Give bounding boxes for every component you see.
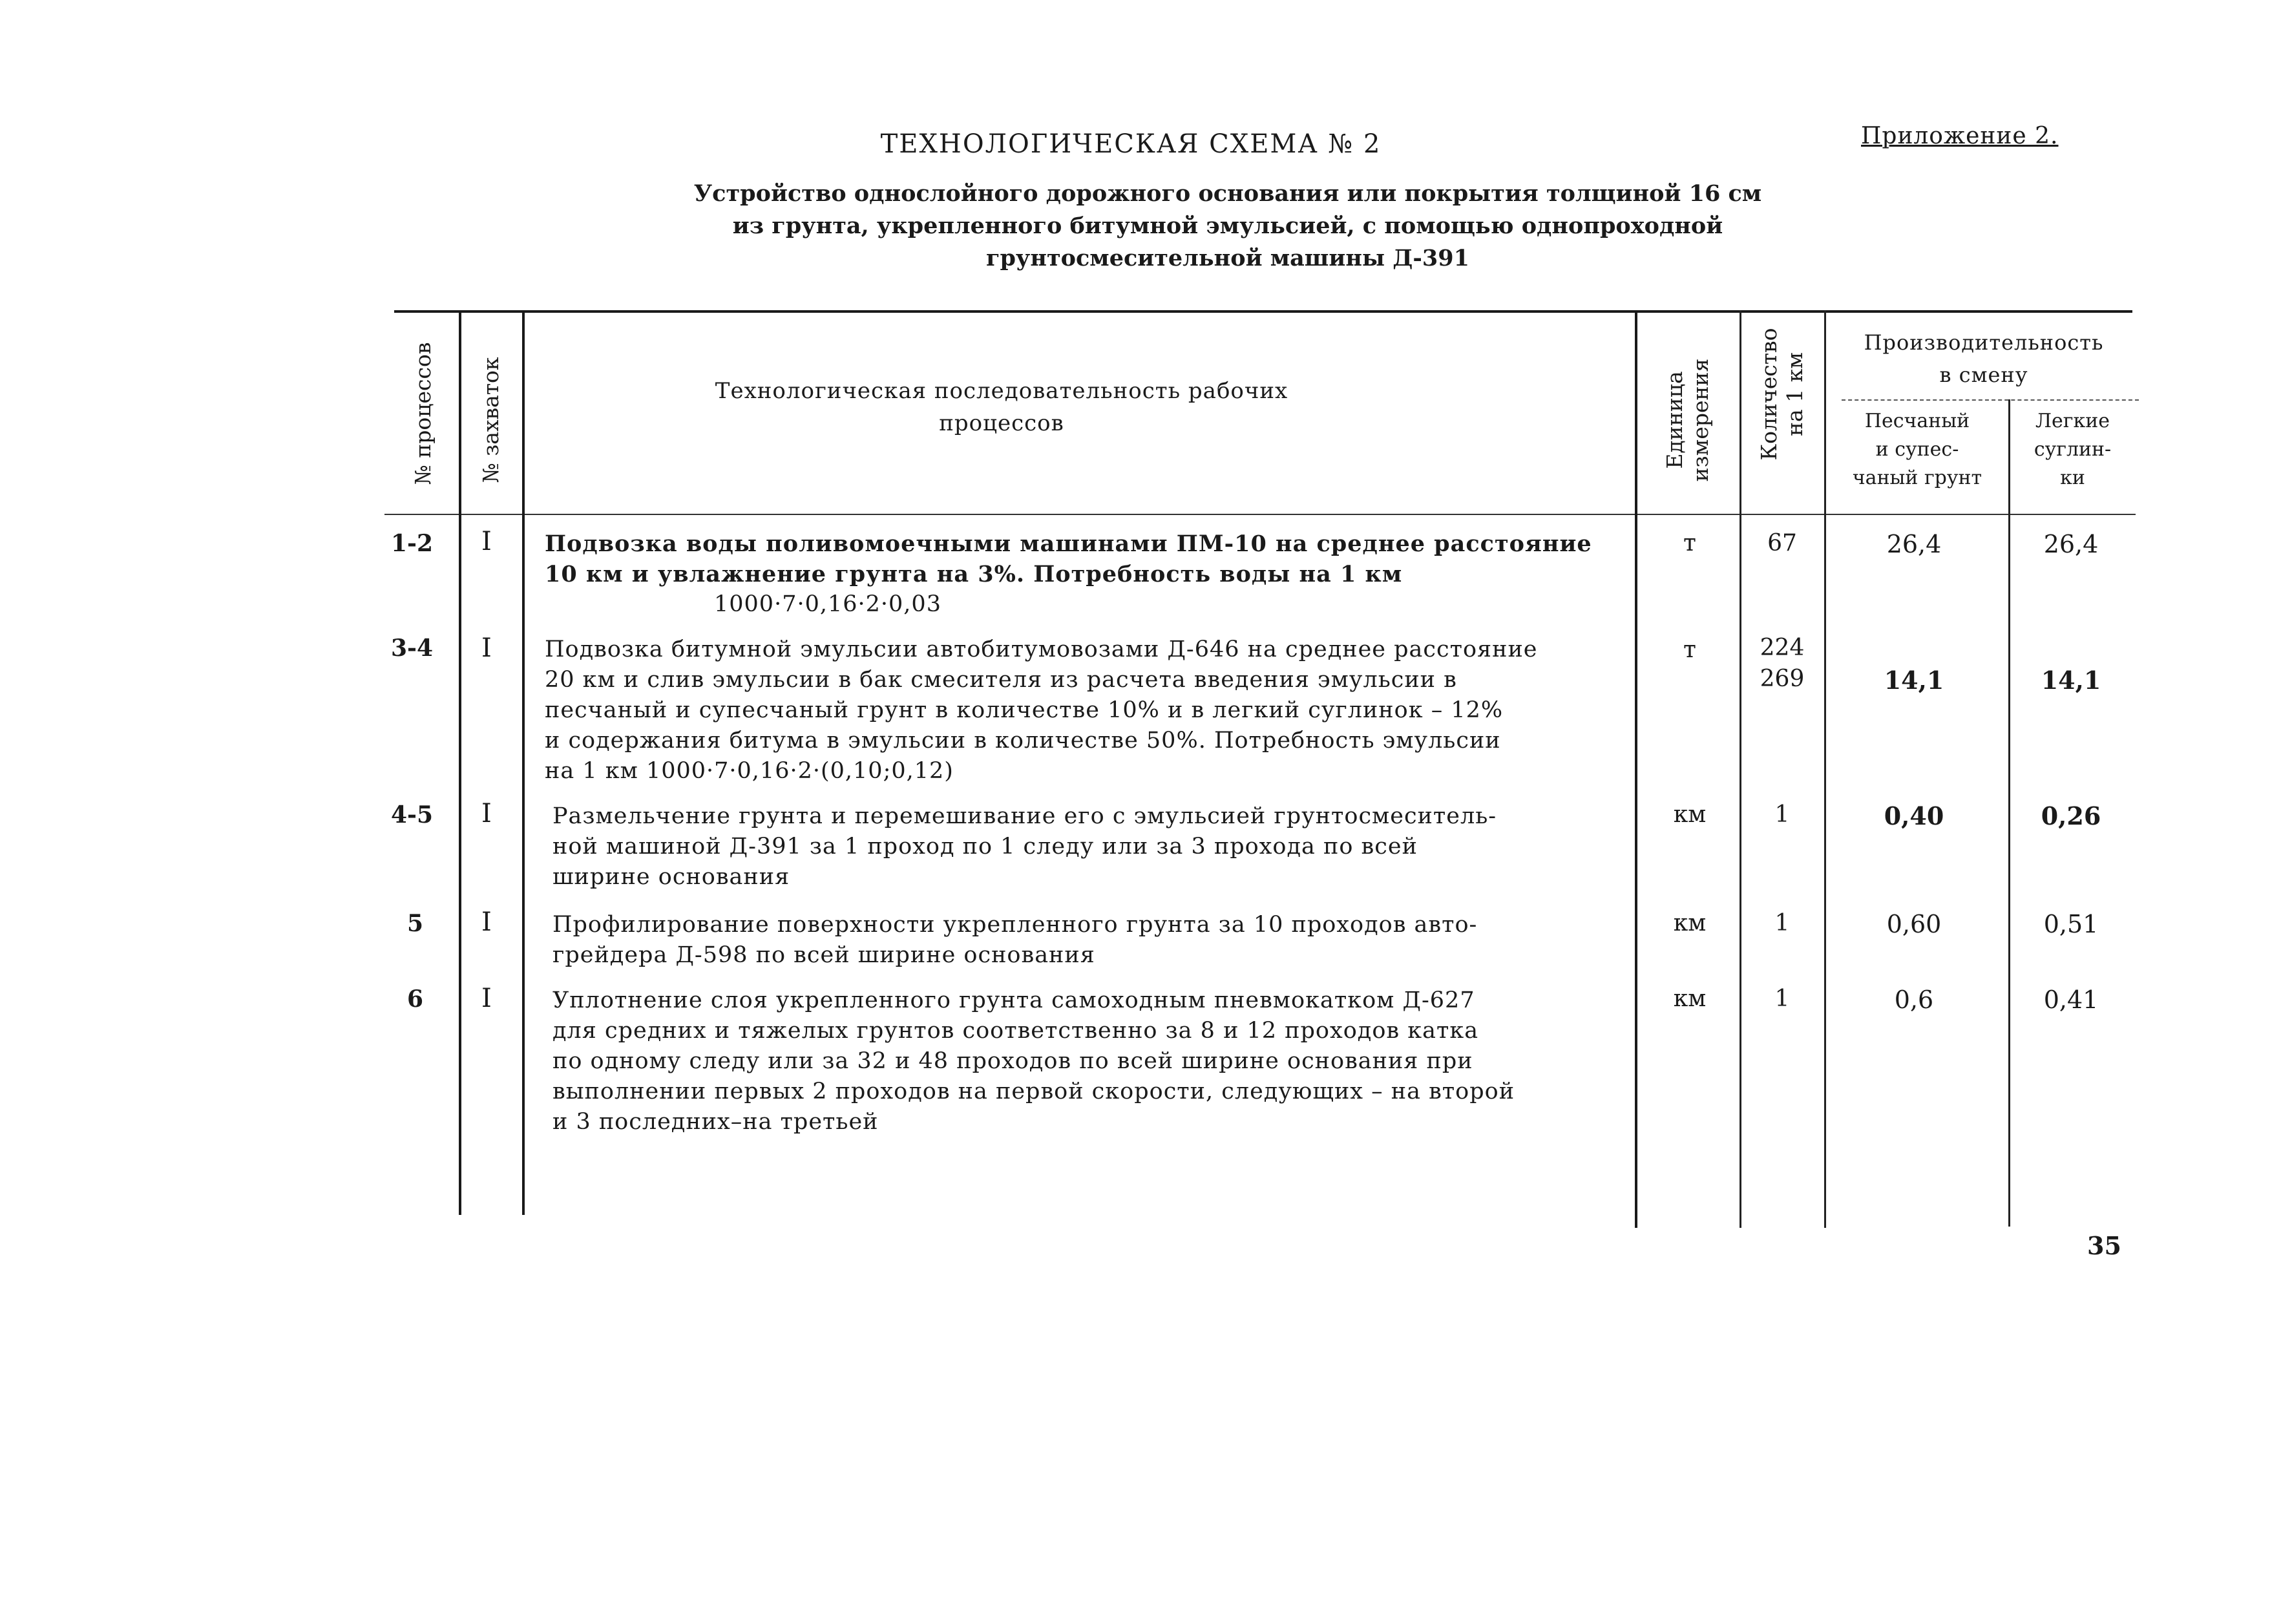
column-divider [522, 310, 525, 1215]
column-divider [459, 310, 461, 1215]
header-unit-line: Единица [1662, 371, 1687, 469]
column-divider [2008, 399, 2010, 1227]
header-productivity-line: в смену [1939, 363, 2028, 387]
unit-value: км [1673, 910, 1707, 936]
quantity-value: 224 [1760, 635, 1805, 661]
column-divider [1635, 310, 1637, 1228]
unit-value: т [1683, 637, 1696, 663]
description-line: на 1 км 1000·7·0,16·2·(0,10;0,12) [545, 758, 954, 784]
header-quantity [1756, 328, 1808, 461]
description-line: песчаный и супесчаный грунт в количестве 10% и в легкий суглинок – 12% [545, 697, 1504, 723]
sandy-productivity: 0,6 [1894, 986, 1934, 1014]
sandy-productivity: 0,40 [1884, 801, 1944, 830]
sandy-productivity: 26,4 [1886, 530, 1942, 558]
header-sandy-line: Песчаный [1864, 410, 1970, 432]
loam-productivity: 26,4 [2043, 530, 2099, 558]
description-line: 1000·7·0,16·2·0,03 [714, 591, 941, 617]
header-sandy-line: чаный грунт [1852, 467, 1982, 489]
header-loam-line: ки [2060, 467, 2085, 489]
unit-value: км [1673, 801, 1707, 828]
quantity-value: 1 [1774, 801, 1790, 828]
document-subtitle [678, 178, 1777, 275]
page-title: ТЕХНОЛОГИЧЕСКАЯ СХЕМА № 2 [880, 129, 1382, 159]
loam-productivity: 0,26 [2041, 801, 2101, 830]
header-grip-number: № захваток [478, 357, 503, 483]
header-sandy-soil [1830, 407, 2004, 492]
appendix-label: Приложение 2. [1861, 123, 2059, 149]
process-number: 1-2 [391, 530, 434, 557]
header-bottom-rule [384, 514, 2136, 515]
header-unit [1662, 359, 1714, 482]
grip-number: I [481, 633, 492, 663]
process-number: 5 [407, 910, 424, 937]
process-number: 3-4 [391, 635, 434, 662]
loam-productivity: 0,51 [2043, 910, 2099, 938]
description-line: и содержания битума в эмульсии в количестве 50%. Потребность эмульсии [545, 728, 1501, 754]
description-line: ной машиной Д-391 за 1 проход по 1 следу или за 3 прохода по всей [552, 834, 1418, 859]
subtitle-line: грунтосмесительной машины Д-391 [986, 245, 1469, 271]
description-line: 10 км и увлажнение грунта на 3%. Потребность воды на 1 км [545, 561, 1403, 587]
column-divider [1740, 310, 1741, 1228]
header-productivity [1829, 326, 2139, 391]
header-quantity-line: Количество [1756, 328, 1782, 461]
quantity-value: 269 [1760, 666, 1805, 692]
header-unit-line: измерения [1688, 358, 1713, 482]
loam-productivity: 0,41 [2043, 986, 2099, 1014]
process-description [552, 986, 1515, 1137]
description-line: Подвозка воды поливомоечными машинами ПМ-10 на среднее расстояние [545, 531, 1592, 557]
unit-value: км [1673, 986, 1707, 1012]
grip-number: I [481, 527, 492, 556]
grip-number: I [481, 984, 492, 1013]
description-line: Подвозка битумной эмульсии автобитумовозами Д-646 на среднее расстояние [545, 637, 1538, 662]
header-process-number: № процессов [410, 342, 436, 485]
description-line: Размельчение грунта и перемешивание его с эмульсией грунтосмеситель- [552, 803, 1497, 829]
quantity-value: 67 [1767, 530, 1797, 556]
header-sandy-line: и супес- [1875, 438, 1959, 461]
header-sequence-line: процессов [939, 410, 1064, 436]
description-line: по одному следу или за 32 и 48 проходов по всей ширине основания при [552, 1048, 1473, 1074]
column-divider [1824, 310, 1826, 1228]
description-line: Профилирование поверхности укрепленного грунта за 10 проходов авто- [552, 912, 1478, 938]
table-top-rule [394, 310, 2132, 313]
process-number: 6 [407, 986, 424, 1013]
process-description [545, 529, 1592, 620]
sandy-productivity: 14,1 [1884, 666, 1944, 695]
description-line: и 3 последних–на третьей [552, 1109, 879, 1135]
header-sequence [711, 375, 1292, 439]
page-number: 35 [2087, 1231, 2121, 1260]
process-description [552, 801, 1497, 892]
description-line: выполнении первых 2 проходов на первой скорости, следующих – на второй [552, 1079, 1515, 1104]
description-line: Уплотнение слоя укрепленного грунта самоходным пневмокатком Д-627 [552, 987, 1475, 1013]
loam-productivity: 14,1 [2041, 666, 2101, 695]
header-light-loam [2013, 407, 2132, 492]
description-line: ширине основания [552, 864, 790, 890]
process-number: 4-5 [391, 801, 434, 828]
header-loam-line: суглин- [2034, 438, 2112, 461]
productivity-split-rule [1842, 399, 2139, 401]
grip-number: I [481, 907, 492, 937]
unit-value: т [1683, 530, 1696, 556]
sandy-productivity: 0,60 [1886, 910, 1942, 938]
description-line: 20 км и слив эмульсии в бак смесителя из расчета введения эмульсии в [545, 667, 1457, 693]
subtitle-line: Устройство однослойного дорожного основания или покрытия толщиной 16 см [693, 180, 1762, 207]
grip-number: I [481, 799, 492, 828]
header-loam-line: Легкие [2035, 410, 2110, 432]
description-line: грейдера Д-598 по всей ширине основания [552, 942, 1095, 968]
header-sequence-line: Технологическая последовательность рабочих [715, 378, 1288, 404]
subtitle-line: из грунта, укрепленного битумной эмульсией, с помощью однопроходной [732, 213, 1723, 239]
header-productivity-line: Производительность [1864, 330, 2104, 355]
header-quantity-line: на 1 км [1782, 352, 1807, 436]
quantity-value: 1 [1774, 910, 1790, 936]
description-line: для средних и тяжелых грунтов соответственно за 8 и 12 проходов катка [552, 1018, 1479, 1044]
process-description [545, 635, 1538, 786]
quantity-value: 1 [1774, 986, 1790, 1012]
process-description [552, 910, 1477, 971]
